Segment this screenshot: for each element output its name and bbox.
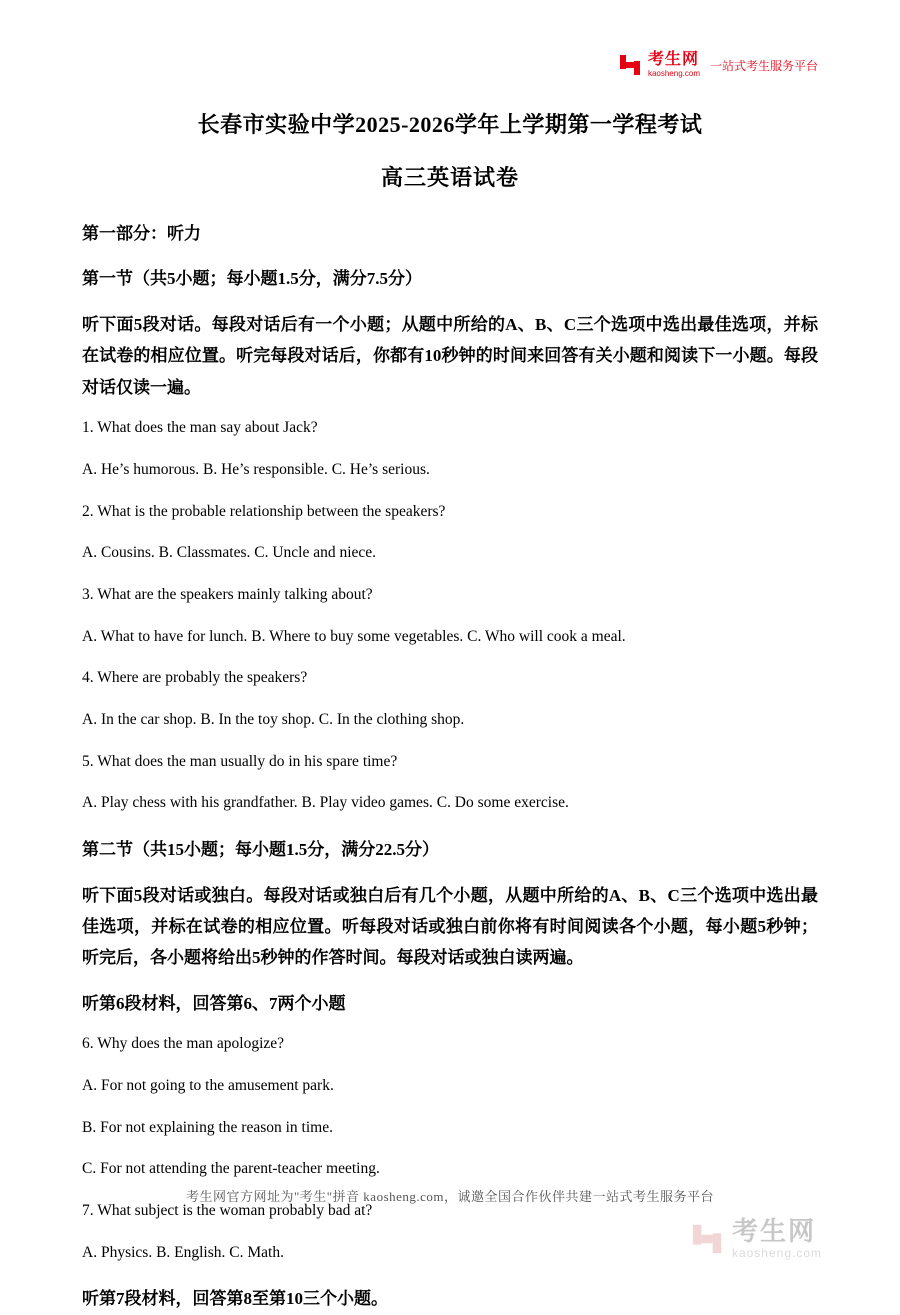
- paragraph: B. For not explaining the reason in time.: [82, 1118, 333, 1136]
- brand-name: 考生网: [647, 51, 699, 68]
- kaosheng-logo-icon: [618, 53, 642, 77]
- paragraph: C. For not attending the parent-teacher meeting.: [82, 1160, 380, 1178]
- kaosheng-logo: [618, 52, 818, 78]
- paragraph: 3. What are the speakers mainly talking about?: [82, 585, 373, 603]
- document-body: [0, 192, 900, 1315]
- paragraph: 第一节（共5小题；每小题1.5分，满分7.5分）: [82, 269, 422, 289]
- paragraph: 听下面5段对话。每段对话后有一个小题；从题中所给的A、B、C三个选项中选出最佳选项，并标在试卷的相应位置。听完每段对话后，你都有10秒钟的时间来回答有关小题和阅读下一小题。每段对话仅读一遍。: [82, 314, 818, 397]
- paragraph: 7. What subject is the woman probably bad at?: [82, 1202, 373, 1219]
- watermark-brand-name: 考生网: [731, 1216, 816, 1246]
- paragraph: A. What to have for lunch. B. Where to buy some vegetables. C. Who will cook a meal.: [82, 627, 626, 645]
- paragraph: 2. What is the probable relationship between the speakers?: [82, 502, 446, 520]
- paragraph: 5. What does the man usually do in his spare time?: [82, 752, 398, 770]
- footer-text: 考生网官方网址为"考生"拼音 kaosheng.com，诚邀全国合作伙伴共建一站式考生服务平台: [185, 1189, 715, 1204]
- paragraph: 4. Where are probably the speakers?: [82, 669, 308, 687]
- paragraph: A. Physics. B. English. C. Math.: [82, 1243, 284, 1261]
- kaosheng-watermark: [690, 1218, 822, 1259]
- watermark-domain: kaosheng.com: [731, 1246, 822, 1260]
- paragraph: 第二节（共15小题；每小题1.5分，满分22.5分）: [82, 840, 439, 860]
- paragraph: 1. What does the man say about Jack?: [82, 419, 318, 437]
- paragraph: A. For not going to the amusement park.: [82, 1076, 334, 1094]
- paragraph: A. Play chess with his grandfather. B. Play video games. C. Do some exercise.: [82, 794, 569, 812]
- document-header: [0, 0, 900, 192]
- brand-tagline: 一站式考生服务平台: [709, 58, 818, 73]
- paragraph: A. In the car shop. B. In the toy shop. C. In the clothing shop.: [82, 711, 465, 728]
- exam-title: 长春市实验中学2025-2026学年上学期第一学程考试: [197, 112, 703, 137]
- paragraph: 6. Why does the man apologize?: [82, 1035, 285, 1053]
- paragraph: 听第6段材料，回答第6、7两个小题: [82, 993, 346, 1013]
- brand-domain: kaosheng.com: [647, 69, 700, 78]
- kaosheng-watermark-icon: [690, 1222, 724, 1256]
- paragraph: 听下面5段对话或独白。每段对话或独白后有几个小题，从题中所给的A、B、C三个选项中选出最佳选项，并标在试卷的相应位置。听每段对话或独白前你将有时间阅读各个小题，每小题5秒钟；听完后，各小题将给出5秒钟的作答时间。每段对话或独白读两遍。: [82, 885, 818, 968]
- paragraph: A. He’s humorous. B. He’s responsible. C. He’s serious.: [82, 460, 430, 478]
- paragraph: 听第7段材料，回答第8至第10三个小题。: [82, 1289, 388, 1309]
- paragraph: A. Cousins. B. Classmates. C. Uncle and niece.: [82, 544, 377, 562]
- paragraph: 第一部分：听力: [82, 224, 201, 243]
- exam-subtitle: 高三英语试卷: [380, 165, 519, 190]
